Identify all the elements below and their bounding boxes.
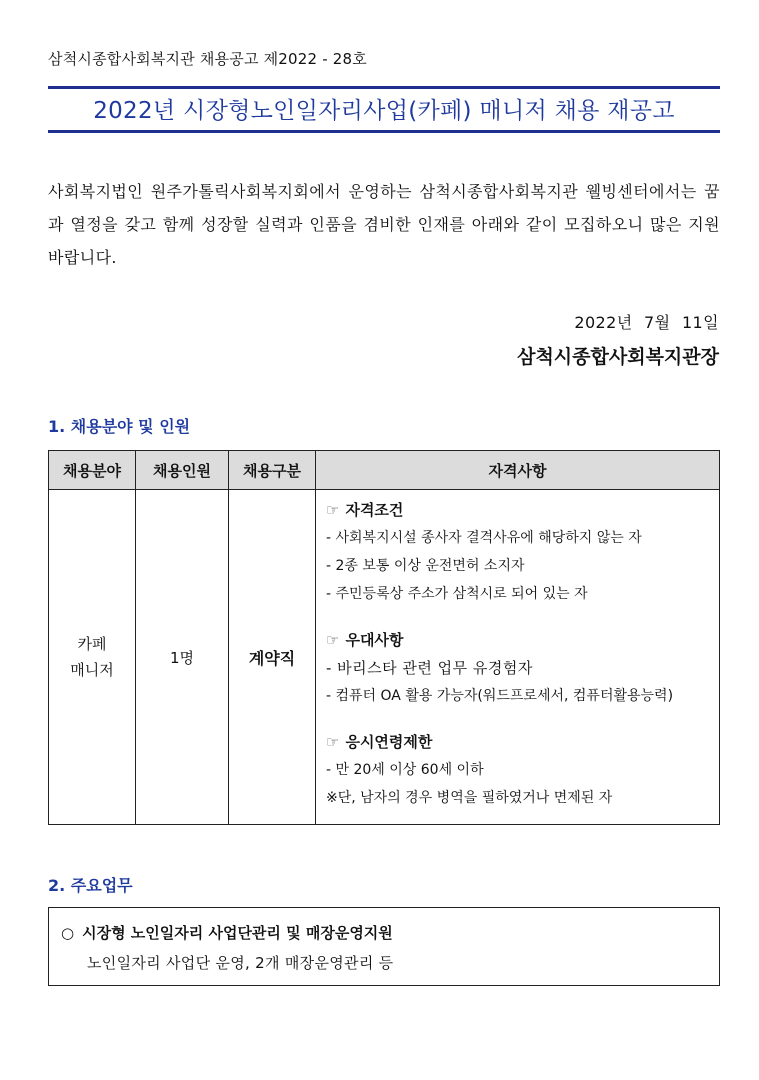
pointing-hand-icon: ☞: [326, 631, 340, 649]
intro-paragraph: 사회복지법인 원주가톨릭사회복지회에서 운영하는 삼척시종합사회복지관 웰빙센터에서는 꿈과 열정을 갖고 함께 성장할 실력과 인품을 겸비한 인재를 아래와 같이 모집하오니 많은 지원 바랍니다.: [48, 182, 720, 267]
document-number: 삼척시종합사회복지관 채용공고 제2022 - 28호: [48, 50, 367, 68]
duty-detail: 노인일자리 사업단 운영, 2개 매장운영관리 등: [87, 954, 394, 972]
list-item: ※단, 남자의 경우 병역을 필하였거나 면제된 자: [326, 790, 613, 806]
header-count: 채용인원: [136, 451, 229, 490]
cell-type: 계약직: [229, 490, 316, 825]
main-duties-box: [48, 907, 720, 986]
list-item: - 사회복지시설 종사자 결격사유에 해당하지 않는 자: [326, 530, 642, 546]
section-1-title: 1. 채용분야 및 인원: [48, 417, 191, 436]
pointing-hand-icon: ☞: [326, 501, 340, 519]
header-qualifications: 자격사항: [316, 451, 720, 490]
list-item: - 바리스타 관련 업무 유경험자: [326, 659, 533, 677]
list-item: - 만 20세 이상 60세 이하: [326, 762, 484, 778]
recruitment-table: [48, 450, 720, 825]
list-item: - 컴퓨터 OA 활용 가능자(워드프로세서, 컴퓨터활용능력): [326, 688, 674, 704]
field-value: 카페 매니저: [70, 635, 114, 679]
announcement-date: 2022년 7월 11일: [574, 313, 719, 332]
pointing-hand-icon: ☞: [326, 733, 340, 751]
header-field: 채용분야: [49, 451, 136, 490]
table-row: [49, 490, 720, 825]
page-title: 2022년 시장형노인일자리사업(카페) 매니저 채용 재공고: [93, 98, 675, 124]
title-rule-top: [48, 86, 720, 89]
section-2-title: 2. 주요업무: [48, 876, 133, 895]
header-type: 채용구분: [229, 451, 316, 490]
title-rule-bottom: [48, 130, 720, 133]
organization-signature: 삼척시종합사회복지관장: [517, 346, 719, 368]
list-item: - 2종 보통 이상 운전면허 소지자: [326, 558, 525, 574]
cell-count: 1명: [136, 490, 229, 825]
cell-field: [49, 490, 136, 825]
conditions-heading: ☞ 자격조건: [326, 501, 404, 519]
cell-qualifications: [316, 490, 720, 825]
preferred-heading: ☞ 우대사항: [326, 631, 404, 649]
duty-main-item: [61, 922, 393, 943]
table-header-row: [49, 451, 720, 490]
list-item: - 주민등록상 주소가 삼척시로 되어 있는 자: [326, 586, 588, 602]
age-limit-heading: ☞ 응시연령제한: [326, 733, 433, 751]
duty-main-text: 시장형 노인일자리 사업단관리 및 매장운영지원: [82, 924, 393, 942]
circle-bullet-icon: ○: [61, 924, 75, 942]
